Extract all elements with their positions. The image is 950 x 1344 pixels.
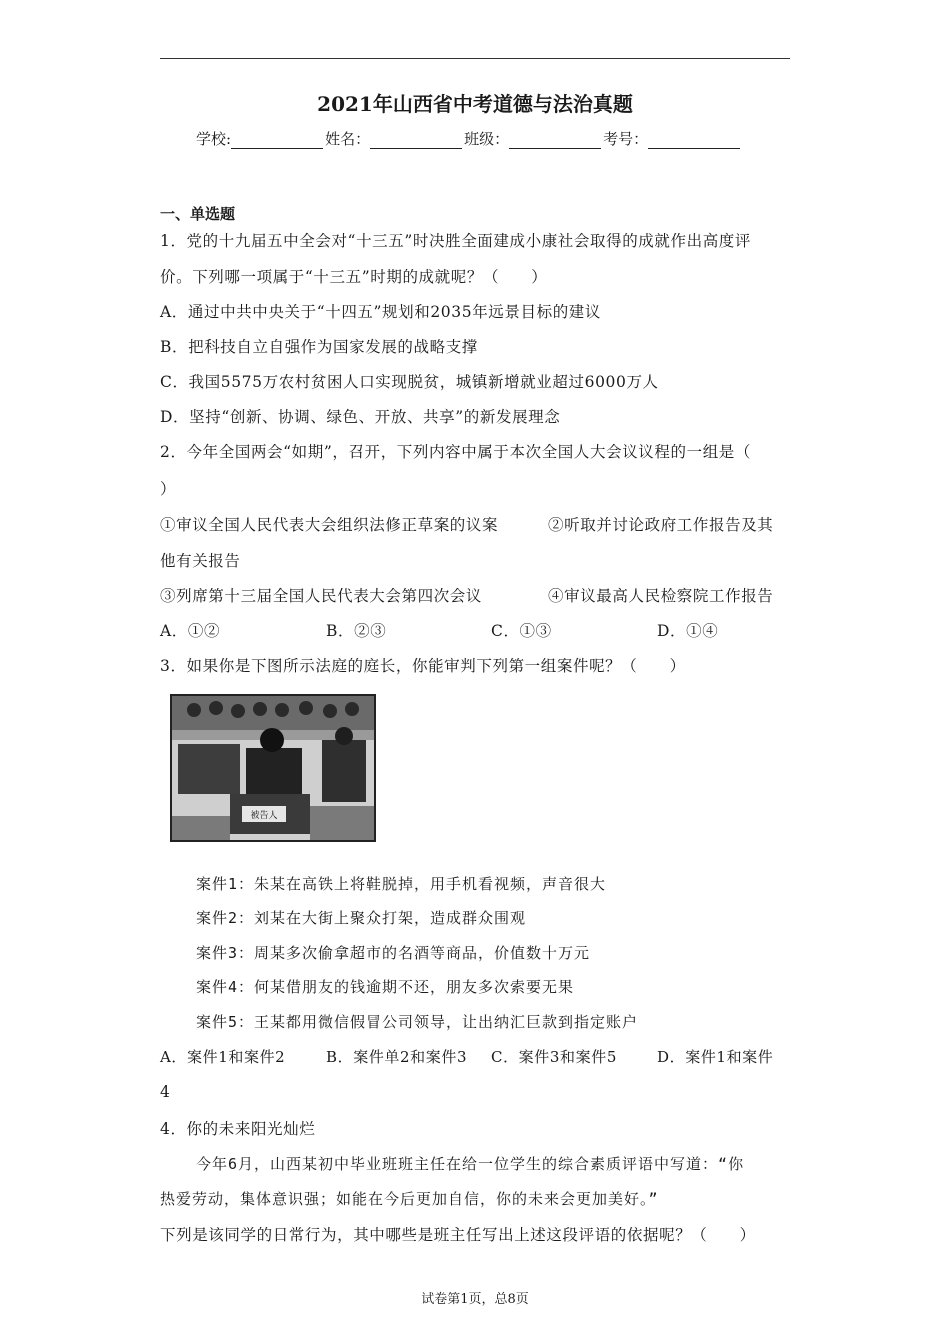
q4-stem: 4．你的未来阳光灿烂 [160, 1120, 316, 1138]
q2-stem-line2: ） [160, 480, 177, 498]
name-label: 姓名： [325, 130, 371, 148]
q4-question: 下列是该同学的日常行为，其中哪些是班主任写出上述这段评语的依据呢？（ ） [160, 1226, 756, 1244]
school-label: 学校: [196, 130, 232, 148]
q3-case-2: 案件2：刘某在大街上聚众打架，造成群众围观 [196, 909, 527, 927]
q3-stem: 3．如果你是下图所示法庭的庭长，你能审判下列第一组案件呢？（ ） [160, 657, 686, 675]
page-title: 2021年山西省中考道德与法治真题 [317, 92, 633, 116]
q3-option-c: C．案件3和案件5 [491, 1048, 617, 1066]
number-field[interactable] [648, 132, 740, 149]
q1-option-d: D．坚持“创新、协调、绿色、开放、共享”的新发展理念 [160, 408, 561, 426]
q1-option-b: B．把科技自立自强作为国家发展的战略支撑 [160, 338, 478, 356]
q3-option-a: A．案件1和案件2 [160, 1048, 286, 1066]
q3-case-3: 案件3：周某多次偷拿超市的名酒等商品，价值数十万元 [196, 944, 591, 962]
q2-option-b: B．②③ [326, 622, 387, 640]
q3-option-d: D．案件1和案件 [657, 1048, 774, 1066]
q2-stem-line1: 2．今年全国两会“如期”，召开，下列内容中属于本次全国人大会议议程的一组是（ [160, 443, 752, 461]
school-field[interactable] [231, 132, 323, 149]
q2-option-d: D．①④ [657, 622, 719, 640]
q2-item-4: ④审议最高人民检察院工作报告 [548, 587, 774, 605]
q3-case-1: 案件1：朱某在高铁上将鞋脱掉，用手机看视频，声音很大 [196, 875, 607, 893]
q2-item-2: ②听取并讨论政府工作报告及其 [548, 516, 774, 534]
q1-stem-line1: 1．党的十九届五中全会对“十三五”时决胜全面建成小康社会取得的成就作出高度评 [160, 232, 752, 250]
q2-item-3: ③列席第十三届全国人民代表大会第四次会议 [160, 587, 483, 605]
q2-item-1: ①审议全国人民代表大会组织法修正草案的议案 [160, 516, 499, 534]
section-heading: 一、单选题 [160, 205, 236, 223]
header-rule [160, 58, 790, 59]
q3-option-d-cont: 4 [160, 1083, 171, 1101]
courtroom-photo [170, 694, 376, 842]
class-label: 班级： [464, 130, 510, 148]
defendant-sign-text: 被告人 [250, 811, 278, 821]
q2-option-a: A．①② [160, 622, 221, 640]
name-field[interactable] [370, 132, 462, 149]
class-field[interactable] [509, 132, 601, 149]
q3-case-4: 案件4：何某借朋友的钱逾期不还，朋友多次索要无果 [196, 978, 575, 996]
q1-option-a: A．通过中共中央关于“十四五”规划和2035年远景目标的建议 [160, 303, 601, 321]
number-label: 考号： [603, 130, 649, 148]
q4-quote-line2: 热爱劳动，集体意识强；如能在今后更加自信，你的未来会更加美好。” [160, 1190, 659, 1208]
q4-quote-line1: 今年6月，山西某初中毕业班班主任在给一位学生的综合素质评语中写道：“你 [196, 1155, 745, 1173]
q1-option-c: C．我国5575万农村贫困人口实现脱贫，城镇新增就业超过6000万人 [160, 373, 659, 391]
q2-item-2-cont: 他有关报告 [160, 552, 241, 570]
student-info-row [196, 128, 742, 149]
page-footer: 试卷第1页，总8页 [421, 1292, 529, 1307]
q3-case-5: 案件5：王某都用微信假冒公司领导，让出纳汇巨款到指定账户 [196, 1013, 639, 1031]
q1-stem-line2: 价。下列哪一项属于“十三五”时期的成就呢？（ ） [160, 268, 548, 286]
q2-option-c: C．①③ [491, 622, 552, 640]
courtroom-photo-drawing [172, 696, 374, 840]
q3-option-b: B．案件单2和案件3 [326, 1048, 468, 1066]
